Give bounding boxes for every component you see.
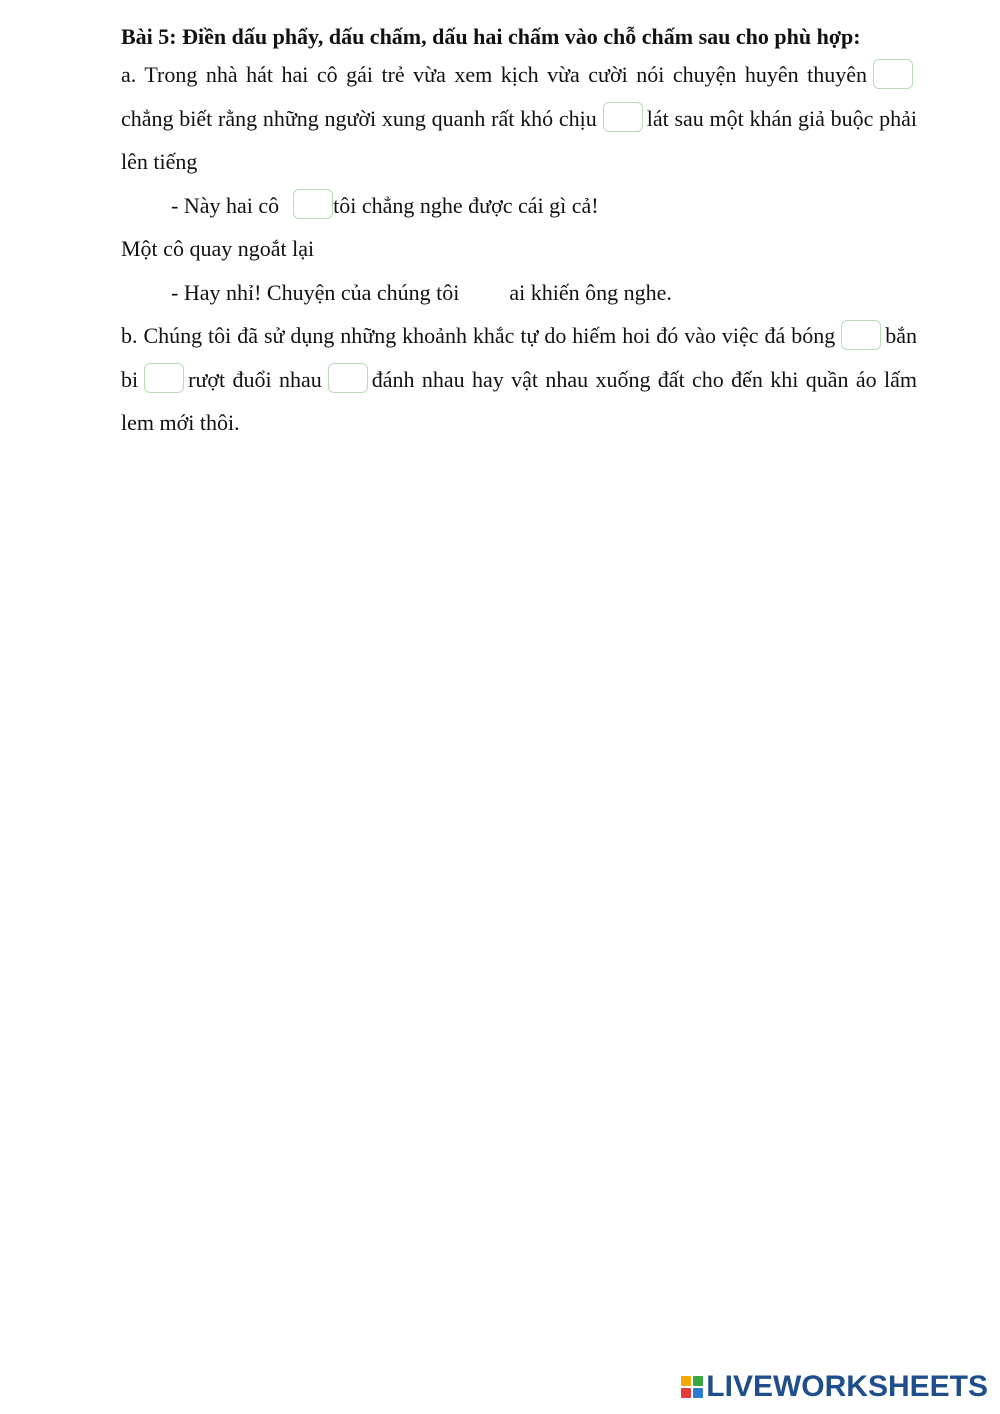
liveworksheets-logo (681, 1370, 988, 1404)
dialogue-1-end: tôi chẳng nghe được cái gì cả! (333, 192, 599, 218)
liveworksheets-logo-icon (681, 1376, 703, 1398)
blank-a4[interactable] (462, 279, 506, 309)
part-b-paragraph (121, 314, 917, 445)
part-a-paragraph (121, 53, 917, 184)
blank-a3[interactable] (293, 189, 333, 219)
exercise-title: Bài 5: Điền dấu phẩy, dấu chấm, dấu hai chấm vào chỗ chấm sau cho phù hợp: (121, 24, 861, 49)
dialogue-line-2 (121, 271, 917, 315)
blank-a2[interactable] (603, 102, 643, 132)
worksheet (121, 20, 917, 445)
blank-b3[interactable] (328, 363, 368, 393)
narration-line: Một cô quay ngoắt lại (121, 236, 315, 261)
part-a-text-3: lát sau một khán giả buộc phải lên tiếng (121, 105, 917, 174)
logo-text: LIVEWORKSHEETS (706, 1370, 988, 1403)
dialogue-1-start: - Này hai cô (171, 192, 280, 218)
part-a-text-2: chẳng biết rằng những người xung quanh rất khó chịu (121, 105, 597, 131)
dialogue-2-start: - Hay nhỉ! Chuyện của chúng tôi (171, 279, 460, 305)
part-b-text-2: bắn bi (121, 323, 917, 392)
blank-a1[interactable] (873, 59, 913, 89)
blank-b2[interactable] (144, 363, 184, 393)
blank-b1[interactable] (841, 320, 881, 350)
part-b-text-3: rượt đuổi nhau (188, 366, 322, 392)
part-b-text-4: đánh nhau hay vật nhau xuống đất cho đến khi quần áo lấm lem mới thôi. (121, 366, 917, 435)
part-b-text-1: b. Chúng tôi đã sử dụng những khoảnh khắc tự do hiếm hoi đó vào việc đá bóng (121, 323, 836, 348)
dialogue-line-1 (121, 184, 917, 228)
part-a-text-1: a. Trong nhà hát hai cô gái trẻ vừa xem kịch vừa cười nói chuyện huyên thuyên (121, 62, 867, 87)
dialogue-2-end: ai khiến ông nghe. (509, 279, 672, 305)
